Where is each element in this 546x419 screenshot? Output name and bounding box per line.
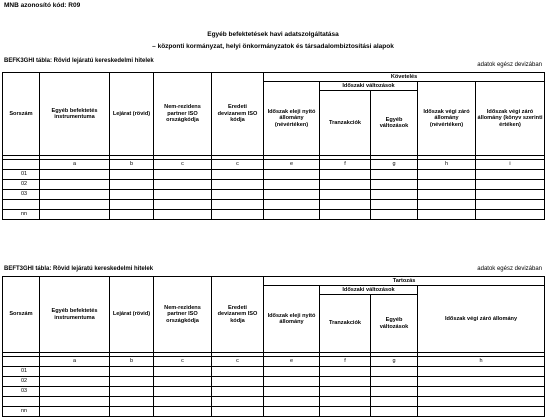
data-cell[interactable] [418,407,545,417]
data-cell[interactable] [320,397,371,407]
data-cell[interactable] [154,377,212,387]
data-cell[interactable] [418,210,476,220]
table1-header-instrument: Egyéb befektetés instrumentuma [40,73,110,156]
row-number: 03 [3,387,40,397]
data-cell[interactable] [154,387,212,397]
data-cell[interactable] [371,387,418,397]
data-cell[interactable] [40,190,110,200]
table1-letter-cell: c [212,160,264,170]
data-cell[interactable] [320,367,371,377]
data-cell[interactable] [264,387,320,397]
table2-header-egyeb-valtozasok: Egyéb változások [371,295,418,353]
data-cell[interactable] [110,377,154,387]
document-title: Egyéb befektetések havi adatszolgáltatása [207,31,339,38]
data-cell[interactable] [371,170,418,180]
table2-letter-cell: b [110,357,154,367]
row-number: 01 [3,170,40,180]
table-row [3,210,545,220]
data-cell[interactable] [476,210,545,220]
data-cell[interactable] [320,180,371,190]
data-cell[interactable] [40,387,110,397]
data-cell[interactable] [212,210,264,220]
data-cell[interactable] [320,387,371,397]
row-number: 03 [3,190,40,200]
data-cell[interactable] [110,180,154,190]
data-cell[interactable] [418,180,476,190]
row-number [3,200,40,210]
data-cell[interactable] [418,367,545,377]
table-row [3,170,545,180]
row-number: nn [3,210,40,220]
data-cell[interactable] [320,377,371,387]
table1-label: BEFK3GHI tábla: Rövid lejáratú kereskedelmi hitelek [4,58,154,64]
data-cell[interactable] [154,407,212,417]
data-cell[interactable] [476,190,545,200]
data-cell[interactable] [40,210,110,220]
table2-letter-cell: h [418,357,545,367]
data-cell[interactable] [476,170,545,180]
table2-header-nyito: Időszak eleji nyitó állomány [264,286,320,353]
data-cell[interactable] [110,210,154,220]
table-row [3,200,545,210]
table2-units: adatok egész devizában [477,266,542,272]
data-cell[interactable] [154,190,212,200]
table2-letter-cell: f [320,357,371,367]
data-cell[interactable] [154,367,212,377]
data-cell[interactable] [40,180,110,190]
data-cell[interactable] [154,200,212,210]
data-cell[interactable] [418,200,476,210]
data-cell[interactable] [264,377,320,387]
data-cell[interactable] [418,190,476,200]
table1-letter-cell: c [154,160,212,170]
table1-header-zaro-nevertek: Időszak végi záró állomány (névértéken) [418,82,476,156]
table2-header-lejarat: Lejárat (rövid) [110,277,154,353]
table1-header-egyeb-valtozasok: Egyéb változások [371,91,418,156]
data-cell[interactable] [212,200,264,210]
table1-header-sorszam: Sorszám [3,73,40,156]
data-cell[interactable] [418,377,545,387]
data-cell[interactable] [110,190,154,200]
table2-letter-cell: c [212,357,264,367]
row-number: 02 [3,180,40,190]
data-cell[interactable] [110,397,154,407]
data-cell[interactable] [110,387,154,397]
data-cell[interactable] [264,210,320,220]
data-cell[interactable] [264,407,320,417]
table1-header-devizanem-iso: Eredeti devizanem ISO kódja [212,73,264,156]
data-cell[interactable] [40,200,110,210]
table2-letter-cell: a [40,357,110,367]
data-cell[interactable] [476,180,545,190]
row-number: 02 [3,377,40,387]
data-cell[interactable] [212,407,264,417]
table2-header-sorszam: Sorszám [3,277,40,353]
data-cell[interactable] [154,180,212,190]
table1-letter-cell: b [110,160,154,170]
data-cell[interactable] [320,170,371,180]
data-cell[interactable] [371,367,418,377]
data-cell[interactable] [264,170,320,180]
data-cell[interactable] [264,397,320,407]
row-number [3,397,40,407]
data-cell[interactable] [40,407,110,417]
table1-letter-cell: h [418,160,476,170]
table1-units: adatok egész devizában [477,62,542,68]
table1-letter-cell: i [476,160,545,170]
table1-header-lejarat: Lejárat (rövid) [110,73,154,156]
table2-label: BEFT3GHI tábla: Rövid lejáratú kereskedelmi hitelek [4,266,154,272]
data-cell[interactable] [264,180,320,190]
document-id: MNB azonosító kód: R09 [4,2,81,9]
data-cell[interactable] [371,397,418,407]
table2-letter-cell: g [371,357,418,367]
data-cell[interactable] [212,180,264,190]
data-cell[interactable] [40,377,110,387]
data-cell[interactable] [264,200,320,210]
data-cell[interactable] [371,377,418,387]
data-cell[interactable] [154,170,212,180]
table1-header-valtozasok: Időszaki változások [320,82,418,91]
data-cell[interactable] [110,367,154,377]
table-row [3,377,545,387]
data-cell[interactable] [418,387,545,397]
data-cell[interactable] [476,200,545,210]
data-cell[interactable] [418,397,545,407]
data-cell[interactable] [371,407,418,417]
table2-header-tranzakciok: Tranzakciók [320,295,371,353]
data-cell[interactable] [320,407,371,417]
table-row [3,397,545,407]
table1-header-partner-iso: Nem-rezidens partner ISO országkódja [154,73,212,156]
data-cell[interactable] [320,190,371,200]
data-cell[interactable] [371,210,418,220]
data-cell[interactable] [110,170,154,180]
table1-header-zaro-konyv: Időszak végi záró állomány (könyv szerinti értéken) [476,82,545,156]
table2-letter-cell: e [264,357,320,367]
data-cell[interactable] [40,397,110,407]
data-cell[interactable] [371,190,418,200]
table-row [3,367,545,377]
table2-header-instrument: Egyéb befektetés instrumentuma [40,277,110,353]
data-cell[interactable] [212,190,264,200]
data-cell[interactable] [40,367,110,377]
table1 [2,72,545,220]
data-cell[interactable] [371,180,418,190]
data-cell[interactable] [264,190,320,200]
data-cell[interactable] [40,170,110,180]
table2-header-partner-iso: Nem-rezidens partner ISO országkódja [154,277,212,353]
data-cell[interactable] [154,397,212,407]
table-row [3,407,545,417]
table1-letter-cell: g [371,160,418,170]
data-cell[interactable] [212,377,264,387]
table1-header-group: Követelés [264,73,545,82]
data-cell[interactable] [320,200,371,210]
data-cell[interactable] [212,170,264,180]
table1-header-tranzakciok: Tranzakciók [320,91,371,156]
data-cell[interactable] [110,200,154,210]
table-row [3,387,545,397]
table1-header-nyito: Időszak eleji nyitó állomány (névértéken) [264,82,320,156]
data-cell[interactable] [110,407,154,417]
table2-header-devizanem-iso: Eredeti devizanem ISO kódja [212,277,264,353]
table1-letter-cell: f [320,160,371,170]
table2-header-zaro: Időszak végi záró állomány [418,286,545,353]
table2-header-valtozasok: Időszaki változások [320,286,418,295]
table-row [3,180,545,190]
table2-letter-cell [3,357,40,367]
row-number: nn [3,407,40,417]
table1-letter-cell: a [40,160,110,170]
document-subtitle: – központi kormányzat, helyi önkormányzatok és társadalombiztosítási alapok [152,43,394,50]
data-cell[interactable] [212,387,264,397]
data-cell[interactable] [371,200,418,210]
table2 [2,276,545,417]
data-cell[interactable] [212,367,264,377]
data-cell[interactable] [154,210,212,220]
table2-header-group: Tartozás [264,277,545,286]
table-row [3,190,545,200]
row-number: 01 [3,367,40,377]
table1-letter-cell: e [264,160,320,170]
data-cell[interactable] [418,170,476,180]
data-cell[interactable] [320,210,371,220]
table2-letter-cell: c [154,357,212,367]
data-cell[interactable] [264,367,320,377]
table1-letter-cell [3,160,40,170]
data-cell[interactable] [212,397,264,407]
